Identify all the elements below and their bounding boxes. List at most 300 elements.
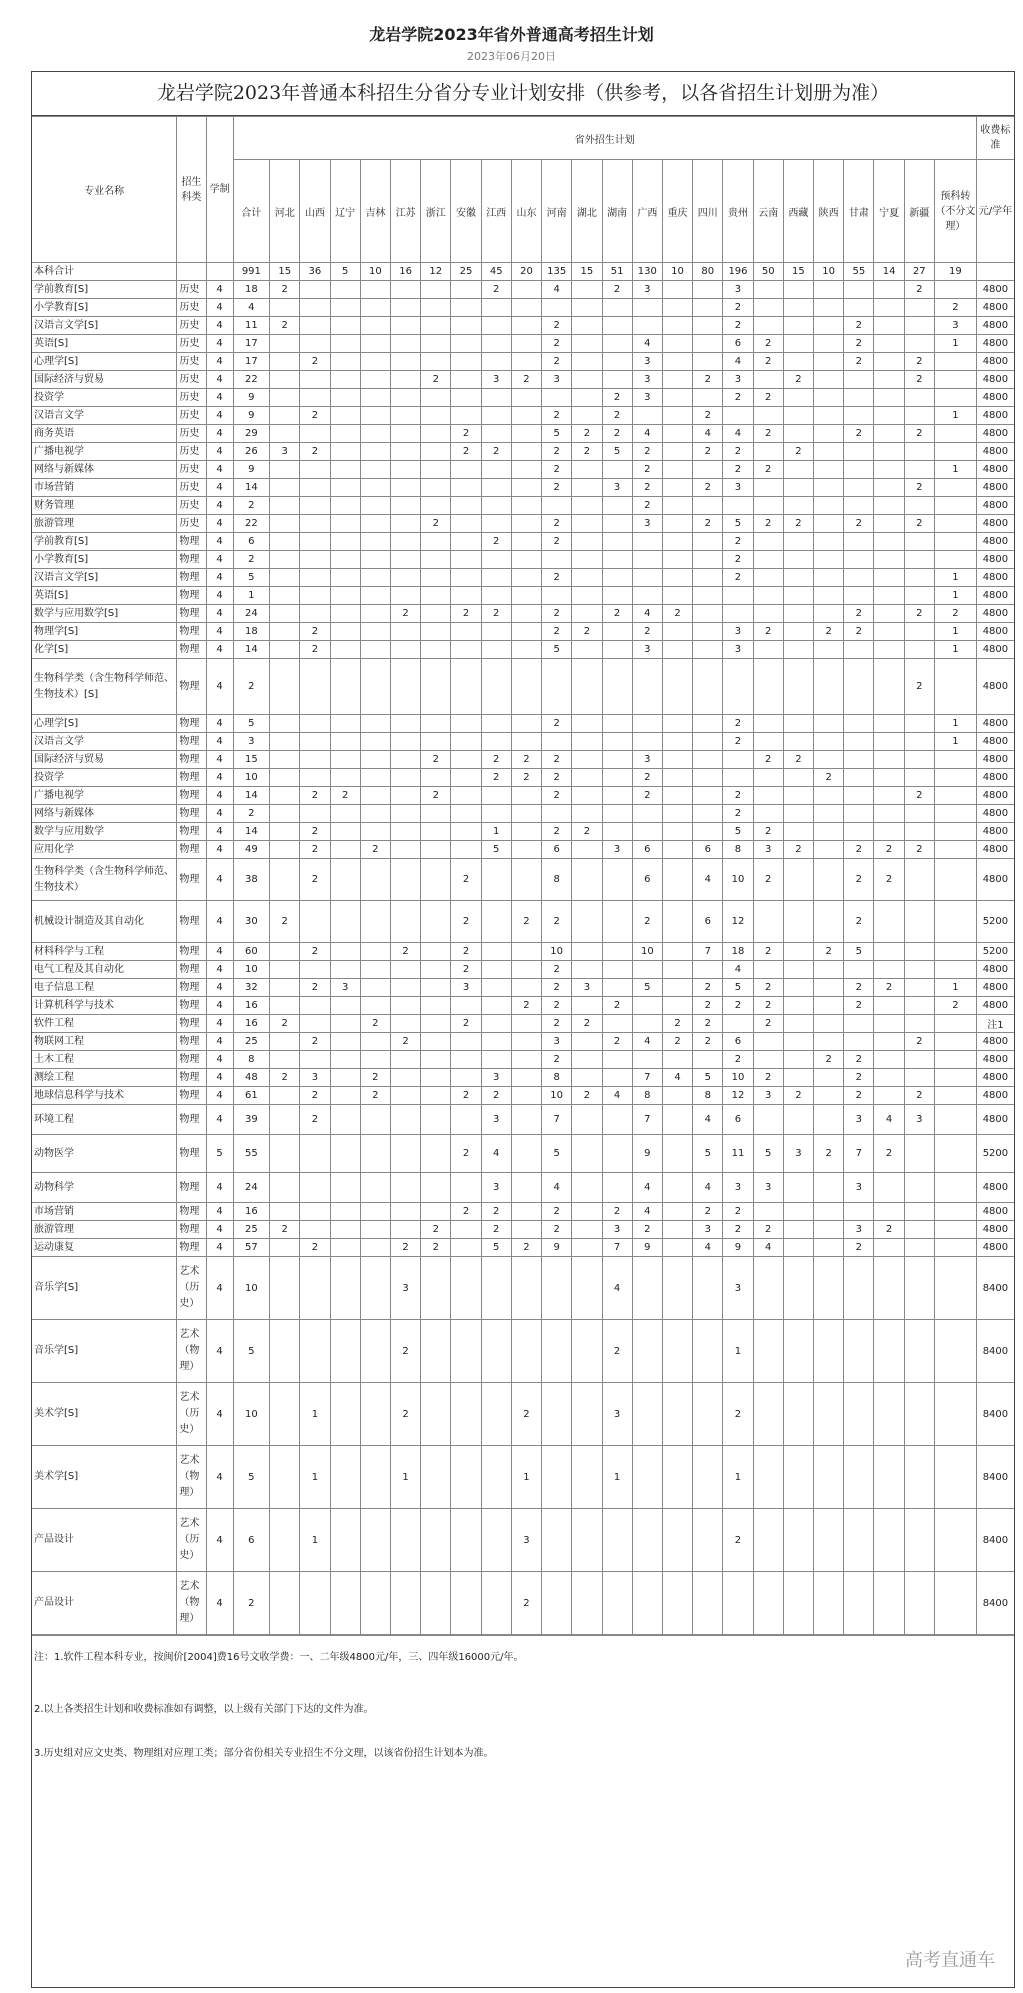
- table-row: [32, 497, 1014, 515]
- years: 4: [206, 1051, 233, 1069]
- province-count: 2: [451, 1135, 481, 1173]
- province-count: [814, 715, 844, 733]
- province-count: [360, 623, 390, 641]
- province-count: [814, 1383, 844, 1446]
- table-row: [32, 407, 1014, 425]
- category: 历史: [177, 479, 206, 497]
- province-count: [844, 805, 874, 823]
- province-count: [814, 1257, 844, 1320]
- province-count: [632, 533, 662, 551]
- province-count: 3: [481, 371, 511, 389]
- province-count: [844, 389, 874, 407]
- table-row: [32, 1572, 1014, 1635]
- header-major: 专业名称: [32, 117, 177, 263]
- province-count: [360, 461, 390, 479]
- province-count: [451, 1509, 481, 1572]
- province-count: [360, 533, 390, 551]
- note-line: 注：1.软件工程本科专业，按闽价[2004]费16号文收学费：一、二年级4800元/年，三、四年级16000元/年。: [34, 1652, 524, 1663]
- province-count: [421, 1015, 451, 1033]
- province-count: [783, 859, 813, 901]
- province-count: [814, 533, 844, 551]
- category: 物理: [177, 805, 206, 823]
- row-total: 24: [233, 1173, 269, 1203]
- province-count: 2: [542, 443, 572, 461]
- province-count: [814, 515, 844, 533]
- years: 4: [206, 1257, 233, 1320]
- table-row: [32, 389, 1014, 407]
- province-count: [421, 859, 451, 901]
- total-province-value: 15: [783, 263, 813, 281]
- province-count: [844, 407, 874, 425]
- province-count: [330, 641, 360, 659]
- major-name: 土木工程: [32, 1051, 177, 1069]
- province-count: [753, 1509, 783, 1572]
- fee: 4800: [976, 353, 1014, 371]
- years: 4: [206, 1239, 233, 1257]
- years: 4: [206, 461, 233, 479]
- province-count: [814, 1087, 844, 1105]
- province-count: [511, 1087, 541, 1105]
- province-count: [451, 335, 481, 353]
- province-count: [481, 407, 511, 425]
- province-count: [511, 533, 541, 551]
- province-count: 3: [300, 1069, 330, 1087]
- years: 4: [206, 371, 233, 389]
- province-count: 2: [542, 317, 572, 335]
- province-count: [270, 371, 300, 389]
- province-count: [511, 733, 541, 751]
- province-count: [451, 997, 481, 1015]
- province-count: [844, 1446, 874, 1509]
- years: 4: [206, 1203, 233, 1221]
- province-count: [874, 497, 904, 515]
- province-count: [602, 1105, 632, 1135]
- row-total: 16: [233, 1015, 269, 1033]
- province-count: [542, 497, 572, 515]
- major-name: 数学与应用数学[S]: [32, 605, 177, 623]
- province-count: [390, 1069, 420, 1087]
- province-count: [662, 569, 692, 587]
- province-count: 7: [632, 1105, 662, 1135]
- province-count: [632, 1509, 662, 1572]
- province-count: [421, 641, 451, 659]
- province-count: [330, 751, 360, 769]
- province-count: [904, 407, 934, 425]
- province-count: 3: [693, 1221, 723, 1239]
- province-count: 3: [904, 1105, 934, 1135]
- province-count: [723, 407, 753, 425]
- province-count: [481, 389, 511, 407]
- province-count: [270, 997, 300, 1015]
- province-count: 5: [542, 425, 572, 443]
- category: 历史: [177, 461, 206, 479]
- province-count: [753, 1320, 783, 1383]
- province-count: 2: [783, 751, 813, 769]
- province-count: 1: [723, 1320, 753, 1383]
- note-line: 2.以上各类招生计划和收费标准如有调整，以上级有关部门下达的文件为准。: [34, 1704, 374, 1715]
- province-count: [602, 769, 632, 787]
- province-count: 8: [542, 1069, 572, 1087]
- province-count: [360, 443, 390, 461]
- province-count: [360, 407, 390, 425]
- province-count: 2: [300, 641, 330, 659]
- province-count: [451, 533, 481, 551]
- province-count: [390, 407, 420, 425]
- category: 历史: [177, 443, 206, 461]
- province-count: [783, 497, 813, 515]
- province-count: 3: [481, 1105, 511, 1135]
- province-count: 2: [844, 353, 874, 371]
- row-total: 57: [233, 1239, 269, 1257]
- province-count: [360, 551, 390, 569]
- province-count: [844, 787, 874, 805]
- province-count: [693, 1257, 723, 1320]
- fee: 4800: [976, 979, 1014, 997]
- province-count: 10: [632, 943, 662, 961]
- province-count: [602, 497, 632, 515]
- years: 4: [206, 317, 233, 335]
- province-count: [270, 1572, 300, 1635]
- province-count: [360, 515, 390, 533]
- province-count: [783, 1105, 813, 1135]
- province-count: 2: [814, 1051, 844, 1069]
- province-count: [632, 1383, 662, 1446]
- province-count: 2: [300, 623, 330, 641]
- province-count: 2: [844, 425, 874, 443]
- fee: 4800: [976, 1069, 1014, 1087]
- province-count: [602, 961, 632, 979]
- province-count: [421, 997, 451, 1015]
- province-count: [662, 515, 692, 533]
- province-count: [330, 281, 360, 299]
- province-count: [874, 1173, 904, 1203]
- province-count: 1: [390, 1446, 420, 1509]
- header-province: 陕西: [814, 160, 844, 263]
- province-count: 6: [542, 841, 572, 859]
- province-count: [904, 335, 934, 353]
- row-total: 24: [233, 605, 269, 623]
- province-count: 4: [602, 1257, 632, 1320]
- page-title: 龙岩学院2023年省外普通高考招生计划: [369, 25, 654, 44]
- province-count: 5: [632, 979, 662, 997]
- province-count: [511, 407, 541, 425]
- province-count: [662, 335, 692, 353]
- province-count: [904, 1173, 934, 1203]
- fee: 4800: [976, 997, 1014, 1015]
- total-province-value: 16: [390, 263, 420, 281]
- province-count: [360, 353, 390, 371]
- province-count: 2: [904, 1033, 934, 1051]
- province-count: [783, 997, 813, 1015]
- province-count: 11: [723, 1135, 753, 1173]
- province-count: [783, 425, 813, 443]
- province-count: [662, 353, 692, 371]
- province-count: [390, 479, 420, 497]
- fee: 4800: [976, 733, 1014, 751]
- province-count: [844, 569, 874, 587]
- province-count: 1: [300, 1509, 330, 1572]
- province-count: [270, 425, 300, 443]
- province-count: [874, 787, 904, 805]
- years: 4: [206, 1572, 233, 1635]
- province-count: 2: [783, 841, 813, 859]
- years: 4: [206, 605, 233, 623]
- province-count: [874, 1239, 904, 1257]
- province-count: 2: [542, 997, 572, 1015]
- province-count: [542, 389, 572, 407]
- category: 艺术（物理）: [177, 1446, 206, 1509]
- header-fee: 收费标准: [976, 117, 1014, 160]
- province-count: [783, 1320, 813, 1383]
- table-row: [32, 1320, 1014, 1383]
- province-count: [874, 1203, 904, 1221]
- province-count: [662, 841, 692, 859]
- table-row: [32, 1239, 1014, 1257]
- province-count: [662, 1203, 692, 1221]
- province-count: [360, 1173, 390, 1203]
- province-count: [753, 569, 783, 587]
- prep-count: [934, 1051, 976, 1069]
- province-count: [814, 425, 844, 443]
- province-count: [602, 979, 632, 997]
- province-count: 9: [632, 1239, 662, 1257]
- category: 物理: [177, 623, 206, 641]
- province-count: [904, 997, 934, 1015]
- province-count: 3: [572, 979, 602, 997]
- row-total: 17: [233, 353, 269, 371]
- province-count: 5: [844, 943, 874, 961]
- province-count: 2: [421, 787, 451, 805]
- province-count: [632, 823, 662, 841]
- row-total: 14: [233, 641, 269, 659]
- province-count: [360, 1051, 390, 1069]
- province-count: [632, 551, 662, 569]
- province-count: [572, 1105, 602, 1135]
- table-row: [32, 805, 1014, 823]
- province-count: 8: [693, 1087, 723, 1105]
- province-count: 6: [632, 859, 662, 901]
- province-count: [542, 1257, 572, 1320]
- category: 历史: [177, 407, 206, 425]
- province-count: 2: [300, 859, 330, 901]
- province-count: 3: [542, 371, 572, 389]
- province-count: 2: [451, 961, 481, 979]
- province-count: [421, 943, 451, 961]
- province-count: [753, 1051, 783, 1069]
- province-count: [753, 1446, 783, 1509]
- province-count: [451, 1383, 481, 1446]
- province-count: [814, 1033, 844, 1051]
- province-count: 2: [542, 1015, 572, 1033]
- province-count: [511, 335, 541, 353]
- province-count: 3: [632, 389, 662, 407]
- province-count: [904, 1135, 934, 1173]
- province-count: [904, 389, 934, 407]
- province-count: [572, 551, 602, 569]
- province-count: [360, 281, 390, 299]
- major-name: 电子信息工程: [32, 979, 177, 997]
- header-total: 合计: [233, 160, 269, 263]
- prep-count: 3: [934, 317, 976, 335]
- province-count: [481, 623, 511, 641]
- province-count: [360, 805, 390, 823]
- province-count: 3: [481, 1069, 511, 1087]
- province-count: [602, 623, 632, 641]
- province-count: 2: [300, 979, 330, 997]
- province-count: [662, 823, 692, 841]
- province-count: [662, 641, 692, 659]
- province-count: [753, 769, 783, 787]
- province-count: [693, 1572, 723, 1635]
- province-count: [874, 335, 904, 353]
- province-count: [572, 769, 602, 787]
- province-count: [360, 979, 390, 997]
- header-province: 山西: [300, 160, 330, 263]
- province-count: [632, 715, 662, 733]
- province-count: [572, 353, 602, 371]
- years: 4: [206, 1446, 233, 1509]
- province-count: [572, 407, 602, 425]
- province-count: [904, 979, 934, 997]
- fee: 4800: [976, 1173, 1014, 1203]
- prep-count: [934, 859, 976, 901]
- province-count: 2: [844, 901, 874, 943]
- province-count: [511, 787, 541, 805]
- province-count: [753, 317, 783, 335]
- province-count: [360, 787, 390, 805]
- row-total: 60: [233, 943, 269, 961]
- province-count: 2: [662, 1015, 692, 1033]
- province-count: [421, 733, 451, 751]
- years: 4: [206, 1015, 233, 1033]
- province-count: 2: [511, 1572, 541, 1635]
- province-count: [572, 1446, 602, 1509]
- province-count: [632, 997, 662, 1015]
- province-count: 2: [602, 281, 632, 299]
- province-count: [904, 943, 934, 961]
- province-count: [421, 1509, 451, 1572]
- province-count: [270, 551, 300, 569]
- province-count: [481, 787, 511, 805]
- row-total: 39: [233, 1105, 269, 1135]
- province-count: [451, 389, 481, 407]
- province-count: [632, 569, 662, 587]
- province-count: 2: [783, 515, 813, 533]
- province-count: 2: [844, 1239, 874, 1257]
- years: 4: [206, 569, 233, 587]
- province-count: [753, 659, 783, 715]
- province-count: [390, 1105, 420, 1135]
- province-count: [844, 299, 874, 317]
- province-count: [904, 1446, 934, 1509]
- fee: 4800: [976, 497, 1014, 515]
- province-count: [511, 551, 541, 569]
- province-count: [814, 1221, 844, 1239]
- province-count: [511, 979, 541, 997]
- province-count: [390, 901, 420, 943]
- province-count: [874, 943, 904, 961]
- fee: 4800: [976, 461, 1014, 479]
- province-count: 3: [723, 623, 753, 641]
- province-count: [602, 1572, 632, 1635]
- years: 4: [206, 823, 233, 841]
- province-count: 6: [723, 335, 753, 353]
- province-count: [693, 353, 723, 371]
- province-count: [300, 1221, 330, 1239]
- province-count: [814, 479, 844, 497]
- province-count: 12: [723, 1087, 753, 1105]
- category: 历史: [177, 299, 206, 317]
- province-count: [783, 787, 813, 805]
- province-count: 2: [421, 515, 451, 533]
- province-count: 2: [602, 407, 632, 425]
- province-count: [330, 1320, 360, 1383]
- major-name: 动物医学: [32, 1135, 177, 1173]
- province-count: [330, 587, 360, 605]
- province-count: [270, 569, 300, 587]
- province-count: 2: [723, 569, 753, 587]
- province-count: 2: [844, 623, 874, 641]
- province-count: 9: [632, 1135, 662, 1173]
- province-count: [844, 551, 874, 569]
- note-line: 3.历史组对应文史类、物理组对应理工类；部分省份相关专业招生不分文理，以该省份招生计划本为准。: [34, 1748, 494, 1759]
- years: 4: [206, 551, 233, 569]
- province-count: [511, 425, 541, 443]
- province-count: 2: [874, 859, 904, 901]
- province-count: [874, 461, 904, 479]
- province-count: [390, 317, 420, 335]
- province-count: 2: [511, 769, 541, 787]
- province-count: [814, 823, 844, 841]
- province-count: [662, 497, 692, 515]
- province-count: [572, 659, 602, 715]
- province-count: [783, 1509, 813, 1572]
- row-total: 25: [233, 1221, 269, 1239]
- major-name: 美术学[S]: [32, 1446, 177, 1509]
- province-count: [783, 551, 813, 569]
- province-count: [904, 623, 934, 641]
- province-count: [693, 823, 723, 841]
- category: 物理: [177, 1015, 206, 1033]
- province-count: [481, 515, 511, 533]
- province-count: [421, 425, 451, 443]
- province-count: [390, 1087, 420, 1105]
- province-count: [874, 901, 904, 943]
- province-count: [270, 979, 300, 997]
- province-count: [874, 997, 904, 1015]
- province-count: 4: [723, 353, 753, 371]
- province-count: 3: [602, 1221, 632, 1239]
- province-count: 2: [783, 443, 813, 461]
- province-count: [602, 1509, 632, 1572]
- province-count: [572, 587, 602, 605]
- province-count: [270, 353, 300, 371]
- province-count: [572, 997, 602, 1015]
- table-title: 龙岩学院2023年普通本科招生分省分专业计划安排（供参考，以各省招生计划册为准）: [32, 72, 1014, 116]
- table-row: [32, 1105, 1014, 1135]
- fee: 4800: [976, 1239, 1014, 1257]
- province-count: [844, 1320, 874, 1383]
- category: 物理: [177, 1087, 206, 1105]
- province-count: [753, 605, 783, 623]
- province-count: 2: [451, 943, 481, 961]
- table-row: [32, 769, 1014, 787]
- prep-count: [934, 497, 976, 515]
- province-count: [300, 805, 330, 823]
- fee: 4800: [976, 569, 1014, 587]
- province-count: 2: [723, 551, 753, 569]
- province-count: [874, 1257, 904, 1320]
